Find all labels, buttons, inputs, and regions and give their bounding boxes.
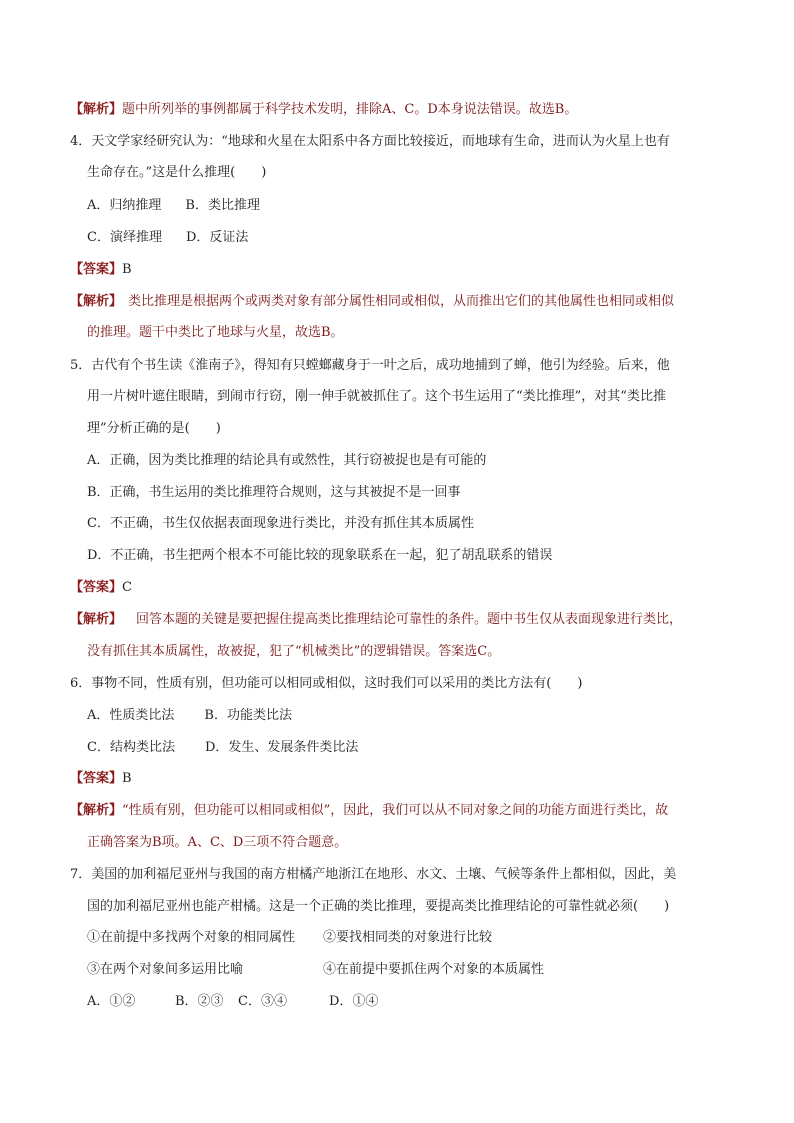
q5-option-c: C．不正确，书生仅依据表面现象进行类比，并没有抓住其本质属性 — [87, 516, 474, 531]
q5-option-d: D．不正确，书生把两个根本不可能比较的现象联系在一起，犯了胡乱联系的错误 — [87, 548, 553, 563]
q4-explanation-line2: 的推理。题干中类比了地球与火星，故选B。 — [87, 325, 344, 340]
answer-tag: 【答案】 — [70, 580, 123, 595]
q4-option-a: A．归纳推理 — [87, 198, 162, 213]
q7-option-d: D．①④ — [329, 994, 379, 1009]
q6-option-d: D．发生、发展条件类比法 — [204, 740, 359, 755]
q6-explanation-line2: 正确答案为B项。A、C、D三项不符合题意。 — [87, 835, 348, 850]
q4-answer — [70, 261, 132, 279]
q4-stem-line2: 生命存在。”这是什么推理( ) — [87, 165, 267, 180]
q4-option-c: C．演绎推理 — [87, 230, 162, 245]
q6-option-c: C．结构类比法 — [87, 740, 175, 755]
q7-item-2: ②要找相同类的对象进行比较 — [323, 930, 493, 945]
explanation-tag: 【解析】 — [70, 294, 123, 309]
q5-option-b: B．正确，书生运用的类比推理符合规则，这与其被捉不是一回事 — [87, 485, 461, 500]
q6-explanation-line1 — [70, 802, 668, 820]
explanation-tag: 【解析】 — [70, 612, 123, 627]
q6-option-a: A．性质类比法 — [87, 708, 175, 723]
q7-option-a: A．①② — [87, 994, 136, 1009]
q4-option-b: B．类比推理 — [185, 198, 260, 213]
q5-explanation-line1 — [70, 611, 682, 629]
answer-value: B — [122, 771, 132, 786]
q4-option-d: D．反证法 — [185, 230, 249, 245]
q7-item-1: ①在前提中多找两个对象的相同属性 — [87, 930, 296, 945]
q5-option-a: A．正确，因为类比推理的结论具有或然性，其行窃被捉也是有可能的 — [87, 453, 487, 468]
explanation-text: 类比推理是根据两个或两类对象有部分属性相同或相似，从而推出它们的其他属性也相同或相似 — [128, 294, 675, 309]
q5-stem-line3: 理”分析正确的是( ) — [87, 421, 221, 436]
q7-option-b: B．②③ — [175, 994, 224, 1009]
answer-value: B — [122, 262, 132, 277]
q3-explanation — [70, 101, 577, 119]
q6-options-row2 — [87, 739, 358, 757]
q7-option-c: C．③④ — [238, 994, 287, 1009]
q5-answer — [70, 579, 132, 597]
explanation-tag: 【解析】 — [70, 102, 123, 117]
explanation-text: 回答本题的关键是要把握住提高类比推理结论可靠性的条件。题中书生仅从表面现象进行类比， — [136, 612, 683, 627]
q6-options-row1 — [87, 707, 292, 725]
answer-tag: 【答案】 — [70, 262, 123, 277]
q4-options-row1 — [87, 197, 260, 215]
q5-stem-line2: 用一片树叶遮住眼睛，到闹市行窃，刚一伸手就被抓住了。这个书生运用了“类比推理”，对其“类比推 — [87, 389, 666, 404]
q7-item-3: ③在两个对象间多运用比喻 — [87, 962, 244, 977]
explanation-text: “性质有别，但功能可以相同或相似”，因此，我们可以从不同对象之间的功能方面进行类比，故 — [122, 803, 669, 818]
q4-options-row2 — [87, 229, 248, 247]
q7-stem-line2: 国的加利福尼亚州也能产柑橘。这是一个正确的类比推理，要提高类比推理结论的可靠性就必须( ) — [87, 899, 670, 914]
explanation-tag: 【解析】 — [70, 803, 123, 818]
answer-tag: 【答案】 — [70, 771, 123, 786]
q5-stem-line1: 5．古代有个书生读《淮南子》，得知有只螳螂藏身于一叶之后，成功地捕到了蝉，他引为经验。后来，他 — [70, 358, 670, 373]
q6-option-b: B．功能类比法 — [204, 708, 292, 723]
q4-stem-line1: 4．天文学家经研究认为：“地球和火星在太阳系中各方面比较接近，而地球有生命，进而认为火星上也有 — [70, 134, 670, 149]
q5-explanation-line2: 没有抓住其本质属性，故被捉，犯了“机械类比”的逻辑错误。答案选C。 — [87, 644, 501, 659]
answer-value: C — [122, 580, 132, 595]
q6-stem-line1: 6．事物不同，性质有别，但功能可以相同或相似，这时我们可以采用的类比方法有( ) — [70, 676, 583, 691]
explanation-text: 题中所列举的事例都属于科学技术发明，排除A、C。D本身说法错误。故选B。 — [122, 102, 578, 117]
q6-answer — [70, 770, 132, 788]
q7-stem-line1: 7．美国的加利福尼亚州与我国的南方柑橘产地浙江在地形、水文、土壤、气候等条件上都相似，因此，美 — [70, 867, 677, 882]
q7-item-4: ④在前提中要抓住两个对象的本质属性 — [323, 962, 545, 977]
q4-explanation-line1 — [70, 293, 674, 311]
